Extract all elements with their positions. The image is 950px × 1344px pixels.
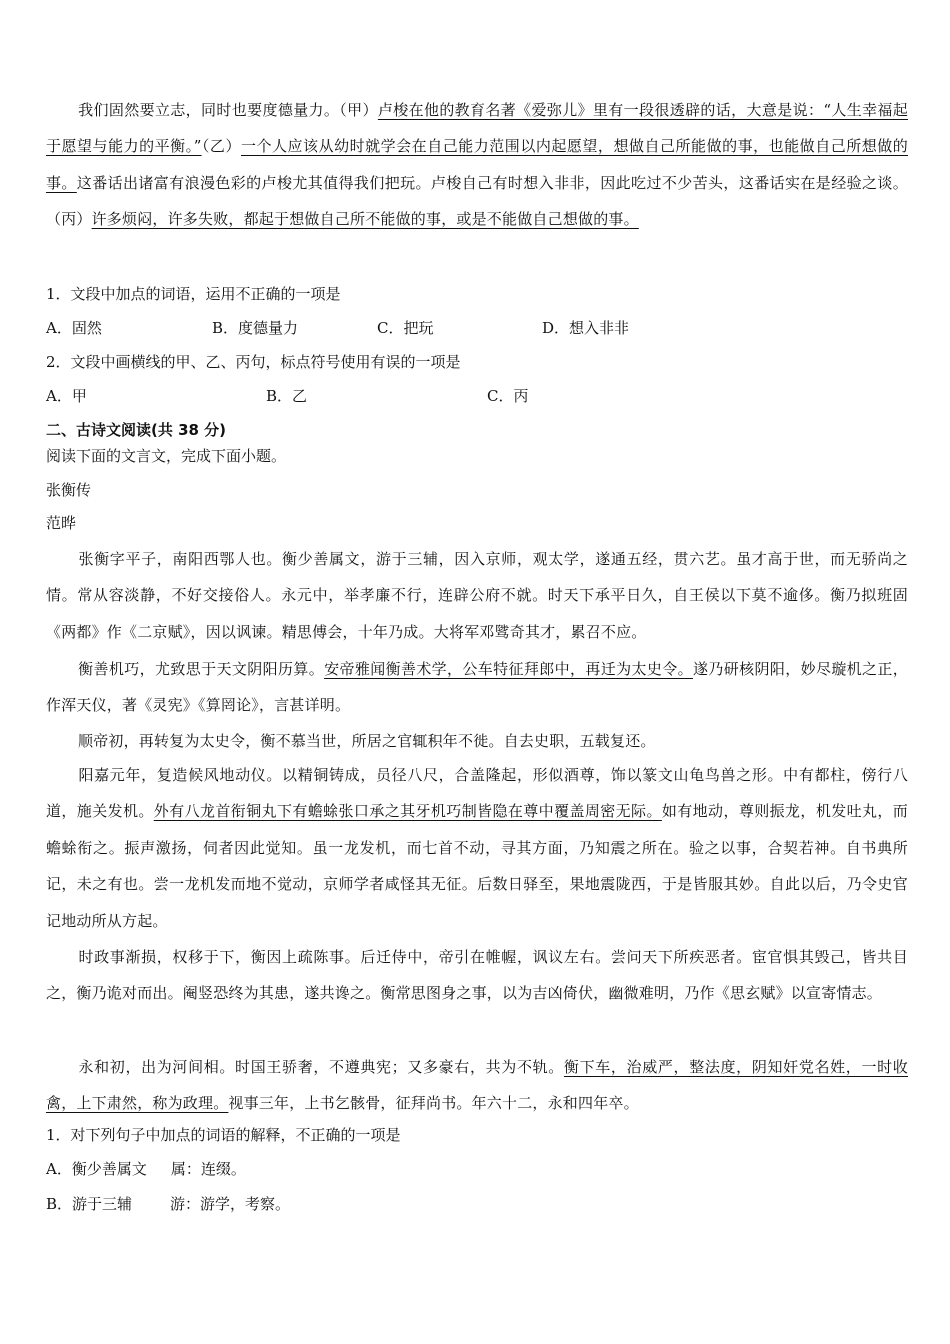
essay-text-2c: 遂乃研核阴阳，妙尽璇机之正，作浑天仪，著《灵宪》《算罔论》，言甚详明。: [46, 660, 908, 715]
essay-author: 范晔: [46, 514, 77, 532]
passage-sentence-5: 这番话出诸富有浪漫色彩的卢梭尤其值得我们把玩。卢梭自己有时想入非非，因此吃过不少苦头，这番话实在是经验之谈。（丙）: [46, 173, 908, 229]
passage-sentence-1: 我们固然要立志，同时也要度德量力。（甲）: [78, 101, 378, 119]
sentence-yi: 一个人应该从幼时就学会在自己能力范围以内起愿望，想做自己所能做的事，也能做自己所想做的事。: [46, 137, 909, 192]
essay-text-5: 时政事渐损，权移于下，衡因上疏陈事。后迁侍中，帝引在帷幄，讽议左右。尝问天下所疾恶者。宦官惧其毁己，皆共目之，衡乃诡对而出。阉竖恐终为其患，遂共谗之。衡常思图身之事，以为吉凶倚伏，幽微难明，乃作《思玄赋》以宣寄情志。: [46, 948, 908, 1003]
underlined-sentence-1: 安帝雅闻衡善术学，公车特征拜郎中，再迁为太史令。: [324, 660, 693, 678]
q3-option-a-label: A．: [46, 1160, 72, 1178]
essay-title: 张衡传: [46, 481, 92, 499]
essay-text-3: 顺帝初，再转复为太史令，衡不慕当世，所居之官辄积年不徙。自去史职，五载复还。: [78, 732, 656, 750]
essay-text-6c: 视事三年，上书乞骸骨，征拜尚书。年六十二，永和四年卒。: [228, 1094, 639, 1113]
question-3-stem: 1．对下列句子中加点的词语的解释，不正确的一项是: [46, 1126, 401, 1144]
section-intro: 阅读下面的文言文，完成下面小题。: [46, 447, 287, 465]
q1-option-d[interactable]: D．想入非非: [542, 319, 630, 337]
question-2-stem: 2．文段中画横线的甲、乙、丙句，标点符号使用有误的一项是: [46, 353, 461, 371]
essay-paragraph-2: [46, 651, 908, 724]
q3-option-b[interactable]: [46, 1194, 290, 1214]
essay-paragraph-5: [46, 939, 908, 1012]
marker-yi: （乙）: [201, 137, 241, 156]
q3-option-a-definition: 属：连缀。: [170, 1160, 246, 1178]
essay-text-2a: 衡善机巧，尤致思于天文阴阳历算。: [78, 660, 325, 678]
essay-text-4c: 如有地动，尊则振龙，机发吐丸，而蟾蜍衔之。振声激扬，伺者因此觉知。虽一龙发机，而七首不动，寻其方面，乃知震之所在。验之以事，合契若神。自书典所记，未之有也。尝一龙机发而地不觉动，京师学者咸怪其无征。后数日驿至，果地震陇西，于是皆服其妙。自此以后，乃令史官记地动所从方起。: [46, 802, 909, 930]
q2-option-c[interactable]: C．丙: [487, 387, 529, 405]
q3-option-a[interactable]: [46, 1159, 246, 1179]
sentence-jia: 卢梭在他的教育名著《爱弥儿》里有一段很透辟的话，大意是说：“人生幸福起于愿望与能力的平衡。”: [46, 101, 908, 156]
essay-paragraph-1: [46, 541, 908, 650]
q3-option-b-definition: 游：游学，考察。: [170, 1195, 291, 1213]
q3-option-a-phrase: 衡少善属文: [71, 1160, 147, 1178]
underlined-sentence-2: 外有八龙首衔铜丸下有蟾蜍张口承之其牙机巧制皆隐在尊中覆盖周密无际。: [153, 802, 662, 821]
q3-option-b-phrase: 游于三辅: [72, 1195, 133, 1213]
section-heading: 二、古诗文阅读(共 38 分): [46, 421, 227, 439]
q3-option-b-label: B．: [46, 1195, 73, 1213]
essay-text-6a: 永和初，出为河间相。时国王骄奢，不遵典宪；又多豪右，共为不轨。: [78, 1058, 564, 1076]
essay-paragraph-6: [46, 1049, 908, 1122]
q1-option-c[interactable]: C．把玩: [377, 319, 434, 337]
q2-option-a[interactable]: A．甲: [46, 387, 87, 405]
q2-option-b[interactable]: B．乙: [266, 387, 308, 405]
essay-text-4a: 阳嘉元年，复造候风地动仪。以精铜铸成，员径八尺，合盖隆起，形似酒尊，饰以篆文山龟鸟兽之形。中有都柱，傍行八道，施关发机。: [46, 766, 908, 821]
passage-paragraph: [46, 92, 908, 238]
underlined-sentence-3: 衡下车，治威严，整法度，阴知奸党名姓，一时收禽，上下肃然，称为政理。: [46, 1058, 908, 1113]
q1-option-a[interactable]: A．固然: [46, 319, 102, 337]
q1-option-b[interactable]: B．度德量力: [212, 319, 299, 337]
sentence-bing: 许多烦闷，许多失败，都起于想做自己所不能做的事，或是不能做自己想做的事。: [91, 210, 639, 229]
essay-paragraph-3: [46, 723, 908, 759]
essay-paragraph-4: [46, 757, 908, 939]
question-1-stem: 1．文段中加点的词语，运用不正确的一项是: [46, 285, 341, 303]
essay-text-1: 张衡字平子，南阳西鄂人也。衡少善属文，游于三辅，因入京师，观太学，遂通五经，贯六艺。虽才高于世，而无骄尚之情。常从容淡静，不好交接俗人。永元中，举孝廉不行，连辟公府不就。时天下承平日久，自王侯以下莫不逾侈。衡乃拟班固《两都》作《二京赋》，因以讽谏。精思傅会，十年乃成。大将军邓骘奇其才，累召不应。: [46, 550, 908, 641]
